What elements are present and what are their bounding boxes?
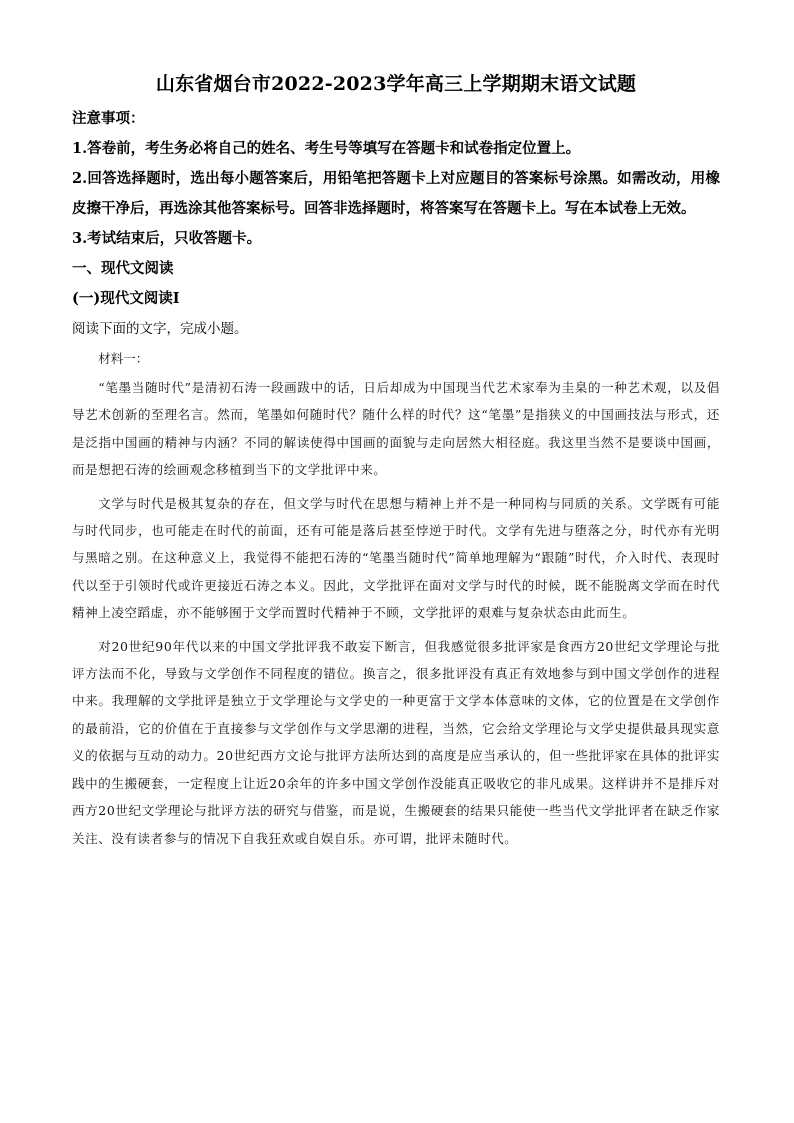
notice-item-1: 1.答卷前，考生务必将自己的姓名、考生号等填写在答题卡和试卷指定位置上。 <box>72 140 581 157</box>
reading-instruction: 阅读下面的文字，完成小题。 <box>72 321 248 337</box>
passage-paragraph-1: “笔墨当随时代”是清初石涛一段画跋中的话，日后却成为中国现当代艺术家奉为圭臬的一种艺术观，以及倡导艺术创新的至理名言。然而，笔墨如何随时代？随什么样的时代？这“笔墨”是指狭义的中国画技法与形式，还是泛指中国画的精神与内涵？不同的解读使得中国画的面貌与走向居然大相径庭。我这里当然不是要谈中国画，而是想把石涛的绘画观念移植到当下的文学批评中来。 <box>72 380 720 478</box>
passage-paragraph-3: 对20世纪90年代以来的中国文学批评我不敢妄下断言，但我感觉很多批评家是食西方20世纪文学理论与批评方法而不化，导致与文学创作不同程度的错位。换言之，很多批评没有真正有效地参与到中国文学创作的进程中来。我理解的文学批评是独立于文学理论与文学史的一种更富于文学本体意味的文体，它的位置是在文学创作的最前沿，它的价值在于直接参与文学创作与文学思潮的进程，当然，它会给文学理论与文学史提供最具现实意义的依据与互动的动力。20世纪西方文论与批评方法所达到的高度是应当承认的，但一些批评家在具体的批评实践中的生搬硬套，一定程度上让近20余年的许多中国文学创作没能真正吸收它的非凡成果。这样讲并不是排斥对西方20世纪文学理论与批评方法的研究与借鉴，而是说，生搬硬套的结果只能使一些当代文学批评者在缺乏作家关注、没有读者参与的情况下自我狂欢或自娱自乐。亦可谓，批评未随时代。 <box>72 638 720 846</box>
document-page <box>72 70 720 858</box>
passage-paragraph-2: 文学与时代是极其复杂的存在，但文学与时代在思想与精神上并不是一种同构与同质的关系。文学既有可能与时代同步，也可能走在时代的前面，还有可能是落后甚至悖逆于时代。文学有先进与堕落之分，时代亦有光明与黑暗之别。在这种意义上，我觉得不能把石涛的“笔墨当随时代”简单地理解为“跟随”时代，介入时代、表现时代以至于引领时代或许更接近石涛之本义。因此，文学批评在面对文学与时代的时候，既不能脱离文学而在时代精神上凌空蹈虚，亦不能够囿于文学而置时代精神于不顾，文学批评的艰难与复杂状态由此而生。 <box>72 495 720 621</box>
section-heading: 一、现代文阅读 <box>72 260 174 277</box>
notice-item-2: 2.回答选择题时，选出每小题答案后，用铅笔把答题卡上对应题目的答案标号涂黑。如需改动，用橡皮擦干净后，再选涂其他答案标号。回答非选择题时，将答案写在答题卡上。写在本试卷上无效。 <box>72 170 720 217</box>
notice-item-3: 3.考试结束后，只收答题卡。 <box>72 230 262 247</box>
material-label: 材料一： <box>98 351 149 366</box>
document-title: 山东省烟台市2022-2023学年高三上学期期末语文试题 <box>155 73 637 95</box>
subsection-heading: (一)现代文阅读Ⅰ <box>72 290 180 307</box>
notice-heading: 注意事项： <box>72 110 145 127</box>
